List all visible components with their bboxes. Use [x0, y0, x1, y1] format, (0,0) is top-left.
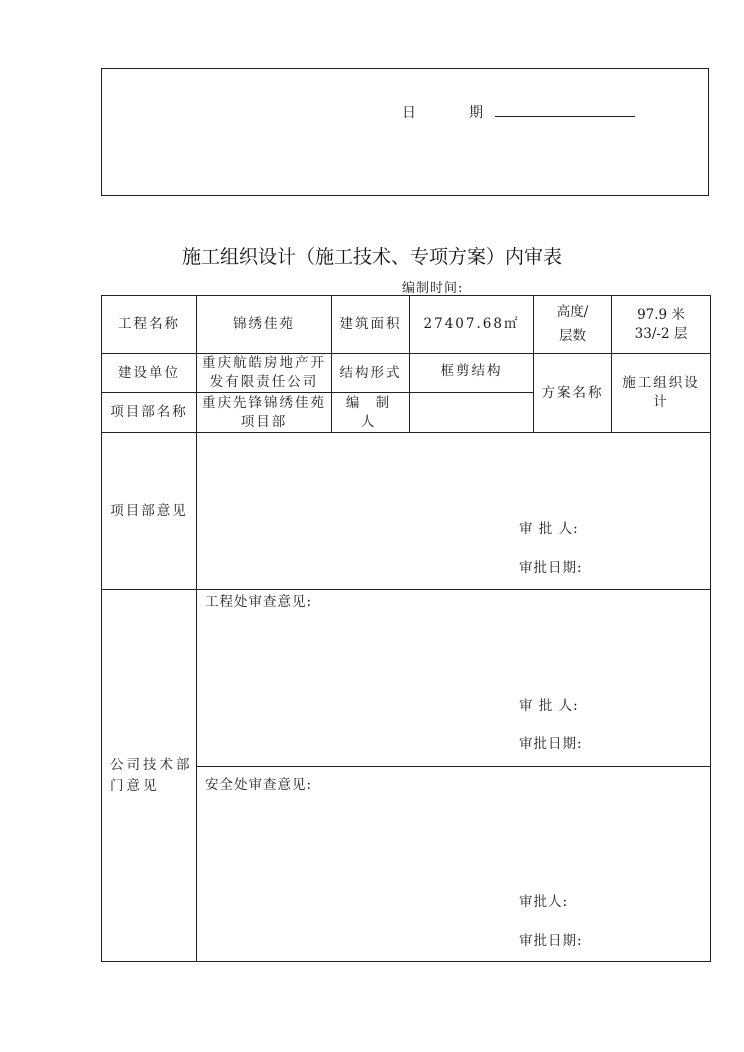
project-approve-date-label: 审批日期:	[519, 560, 583, 576]
area-label: 建筑面积	[332, 296, 410, 354]
author-label: 编 制 人	[332, 393, 410, 433]
author-value[interactable]	[410, 393, 534, 433]
table-row	[102, 590, 711, 767]
engineering-opinion-area[interactable]	[197, 590, 711, 767]
date-label: 日 期	[402, 105, 484, 121]
project-opinion-label: 项目部意见	[102, 433, 197, 590]
compile-time-label: 编制时间:	[402, 281, 464, 296]
engineering-approver-label: 审 批 人:	[519, 698, 579, 714]
project-opinion-area[interactable]	[197, 433, 711, 590]
review-form-table	[101, 295, 711, 962]
company-opinion-label: 公司技术部 门意见	[102, 590, 197, 962]
safety-opinion-area[interactable]	[197, 767, 711, 962]
plan-name-label: 方案名称	[534, 354, 612, 433]
height-label: 高度/ 层数	[534, 296, 612, 354]
area-value: 27407.68㎡	[410, 296, 534, 354]
project-name-label: 工程名称	[102, 296, 197, 354]
safety-approve-date-label: 审批日期:	[519, 933, 583, 949]
dept-value: 重庆先锋锦绣佳苑 项目部	[197, 393, 332, 433]
date-blank-line[interactable]	[495, 116, 635, 117]
project-approver-label: 审 批 人:	[519, 521, 579, 537]
safety-opinion-heading: 安全处审查意见:	[205, 777, 313, 793]
structure-label: 结构形式	[332, 354, 410, 393]
table-row	[102, 354, 711, 393]
table-row	[102, 433, 711, 590]
builder-value: 重庆航皓房地产开 发有限责任公司	[197, 354, 332, 393]
engineering-approve-date-label: 审批日期:	[519, 736, 583, 752]
height-value: 97.9 米 33/-2 层	[612, 296, 711, 354]
dept-label: 项目部名称	[102, 393, 197, 433]
plan-name-value: 施工组织设 计	[612, 354, 711, 433]
signature-date-box	[101, 68, 709, 196]
structure-value: 框剪结构	[410, 354, 534, 393]
builder-label: 建设单位	[102, 354, 197, 393]
form-title: 施工组织设计（施工技术、专项方案）内审表	[181, 246, 562, 268]
engineering-opinion-heading: 工程处审查意见:	[205, 594, 313, 610]
project-name-value: 锦绣佳苑	[197, 296, 332, 354]
safety-approver-label: 审批人:	[519, 894, 569, 910]
table-row	[102, 296, 711, 354]
